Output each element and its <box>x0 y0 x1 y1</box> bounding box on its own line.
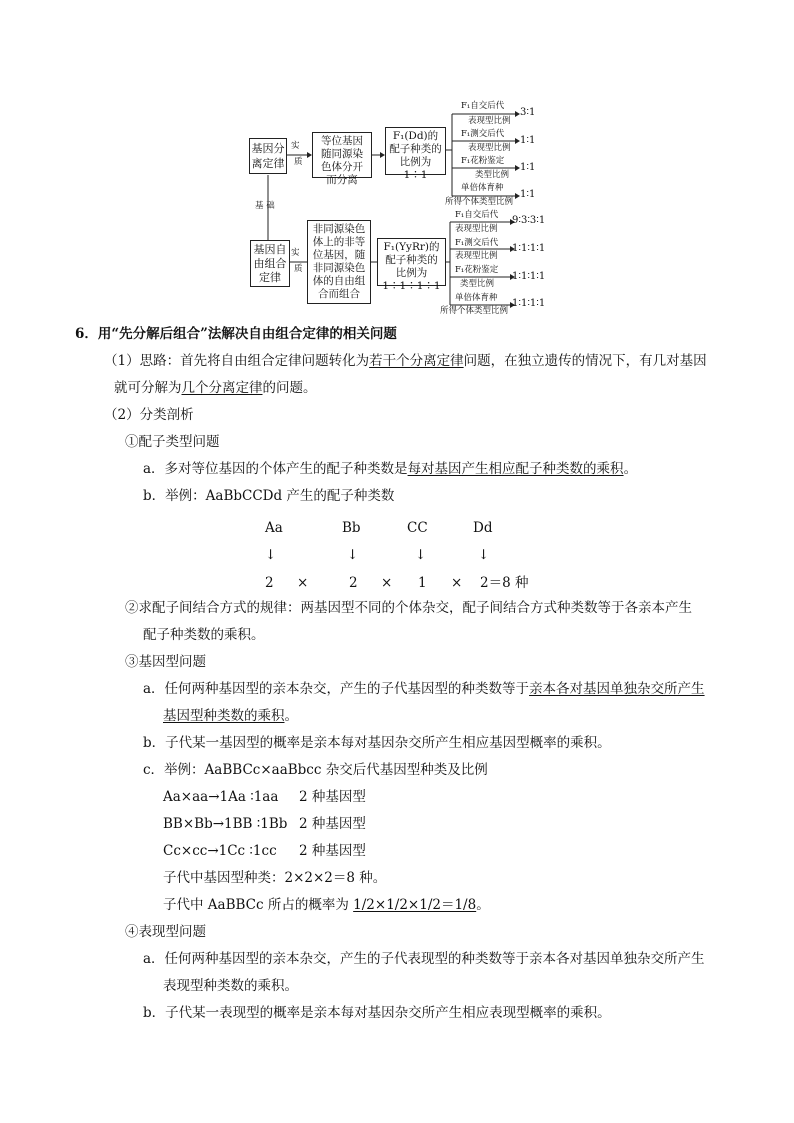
phenotype-point-a-line1: a．任何两种基因型的亲本杂交，产生的子代表现型的种类数等于亲本各对基因单独杂交所产生 <box>143 951 705 967</box>
gamete-count: 1 <box>418 575 427 591</box>
phenotype-point-a-line2: 表现型种类数的乘积。 <box>163 978 298 994</box>
branch-label: 表现型比例 <box>455 251 498 261</box>
f1-dd-gamete-ratio-box: F₁(Dd)的配子种类的比例为1∶1 <box>385 127 446 175</box>
cross-row: BB×Bb→1BB ∶1Bb <box>163 816 288 832</box>
branch-value: 9∶3∶3∶1 <box>512 215 546 226</box>
down-arrow-icon: ↓ <box>265 547 277 563</box>
genotype-heading: ③基因型问题 <box>125 654 206 670</box>
combination-rule-line2: 配子种类数的乘积。 <box>143 627 265 643</box>
branch-value: 1∶1 <box>520 162 536 173</box>
branch-value: 1∶1 <box>520 189 536 200</box>
branch-label: 类型比例 <box>460 279 495 289</box>
gamete-total: 2＝8 种 <box>480 575 529 591</box>
branch-value: 1∶1∶1∶1 <box>512 298 546 309</box>
gamete-point-a: a．多对等位基因的个体产生的配子种类数是每对基因产生相应配子种类数的乘积。 <box>143 461 638 477</box>
branch-label: 所得个体类型比例 <box>440 306 509 316</box>
genotype-kinds: 子代中基因型种类：2×2×2＝8 种。 <box>163 870 387 886</box>
gamete-count: 2 <box>265 575 274 591</box>
branch-label: 所得个体类型比例 <box>445 197 514 207</box>
branch-label: F₁花粉鉴定 <box>461 156 505 166</box>
branch-value: 3∶1 <box>520 107 536 118</box>
genotype-point-a-line2: 基因型种类数的乘积。 <box>163 708 298 724</box>
cross-result: 2 种基因型 <box>299 789 366 805</box>
gene-pair: Bb <box>342 520 361 536</box>
branch-label: F₁测交后代 <box>461 129 505 139</box>
cross-result: 2 种基因型 <box>299 816 366 832</box>
branch-value: 1∶1∶1∶1 <box>512 271 546 282</box>
branch-value: 1∶1 <box>520 135 536 146</box>
genotype-point-b: b．子代某一基因型的概率是亲本每对基因杂交所产生相应基因型概率的乘积。 <box>143 735 611 751</box>
times-sign: × <box>297 575 309 591</box>
times-sign: × <box>381 575 393 591</box>
branch-label: F₁自交后代 <box>455 210 499 220</box>
essence-label-top-1: 实 <box>291 141 300 151</box>
branch-label: 表现型比例 <box>468 116 511 126</box>
paragraph-approach-line2: 就可分解为几个分离定律的问题。 <box>114 380 317 396</box>
gene-pair: CC <box>407 520 428 536</box>
branch-value: 1∶1∶1∶1 <box>512 243 546 254</box>
gamete-heading: ①配子类型问题 <box>125 434 220 450</box>
branch-label: 类型比例 <box>475 170 510 180</box>
cross-row: Aa×aa→1Aa ∶1aa <box>163 789 279 805</box>
f1-yyrr-gamete-ratio-box: F₁(YyRr)的配子种类的比例为1∶1∶1∶1 <box>377 238 446 286</box>
essence-label-bottom-1: 实 <box>291 248 300 258</box>
branch-label: 表现型比例 <box>468 143 511 153</box>
paragraph-approach-line1: （1）思路：首先将自由组合定律问题转化为若干个分离定律问题，在独立遗传的情况下，有几对基因 <box>104 353 707 369</box>
essence-label-bottom-2: 质 <box>294 264 303 274</box>
phenotype-heading: ④表现型问题 <box>125 924 206 940</box>
down-arrow-icon: ↓ <box>478 547 490 563</box>
times-sign: × <box>451 575 463 591</box>
branch-label: F₁花粉鉴定 <box>455 265 499 275</box>
section-title: 6．用“先分解后组合”法解决自由组合定律的相关问题 <box>75 326 397 342</box>
cross-result: 2 种基因型 <box>299 843 366 859</box>
gamete-count: 2 <box>349 575 358 591</box>
genotype-point-c: c．举例：AaBBCc×aaBbcc 杂交后代基因型种类及比例 <box>143 762 488 778</box>
down-arrow-icon: ↓ <box>415 547 427 563</box>
basis-label: 基 础 <box>255 201 275 211</box>
gene-pair: Aa <box>265 520 283 536</box>
cross-row: Cc×cc→1Cc ∶1cc <box>163 843 277 859</box>
classification-heading: （2）分类剖析 <box>104 407 194 423</box>
down-arrow-icon: ↓ <box>347 547 359 563</box>
branch-label: 单倍体育种 <box>455 293 498 303</box>
combination-rule-line1: ②求配子间结合方式的规律：两基因型不同的个体杂交，配子间结合方式种类数等于各亲本产生 <box>125 600 692 616</box>
genotype-point-a-line1: a．任何两种基因型的亲本杂交，产生的子代基因型的种类数等于亲本各对基因单独杂交所产生 <box>143 681 705 697</box>
phenotype-point-b: b．子代某一表现型的概率是亲本每对基因杂交所产生相应表现型概率的乘积。 <box>143 1005 611 1021</box>
segregation-law-box: 基因分离定律 <box>249 138 287 174</box>
essence-label-top-2: 质 <box>294 157 303 167</box>
branch-label: F₁测交后代 <box>455 238 499 248</box>
branch-label: 单倍体育种 <box>461 183 504 193</box>
gene-pair: Dd <box>473 520 493 536</box>
branch-label: 表现型比例 <box>455 224 498 234</box>
allele-separation-box: 等位基因随同源染色体分开而分离 <box>312 132 372 178</box>
nonhomologous-combination-box: 非同源染色体上的非等位基因，随非同源染色体的自由组合而组合 <box>307 220 371 304</box>
gamete-point-b: b．举例：AaBbCCDd 产生的配子种类数 <box>143 488 395 504</box>
branch-label: F₁自交后代 <box>461 101 505 111</box>
genotype-probability: 子代中 AaBBCc 所占的概率为 1/2×1/2×1/2＝1/8。 <box>163 897 490 913</box>
free-combination-law-box: 基因自由组合定律 <box>250 240 290 287</box>
